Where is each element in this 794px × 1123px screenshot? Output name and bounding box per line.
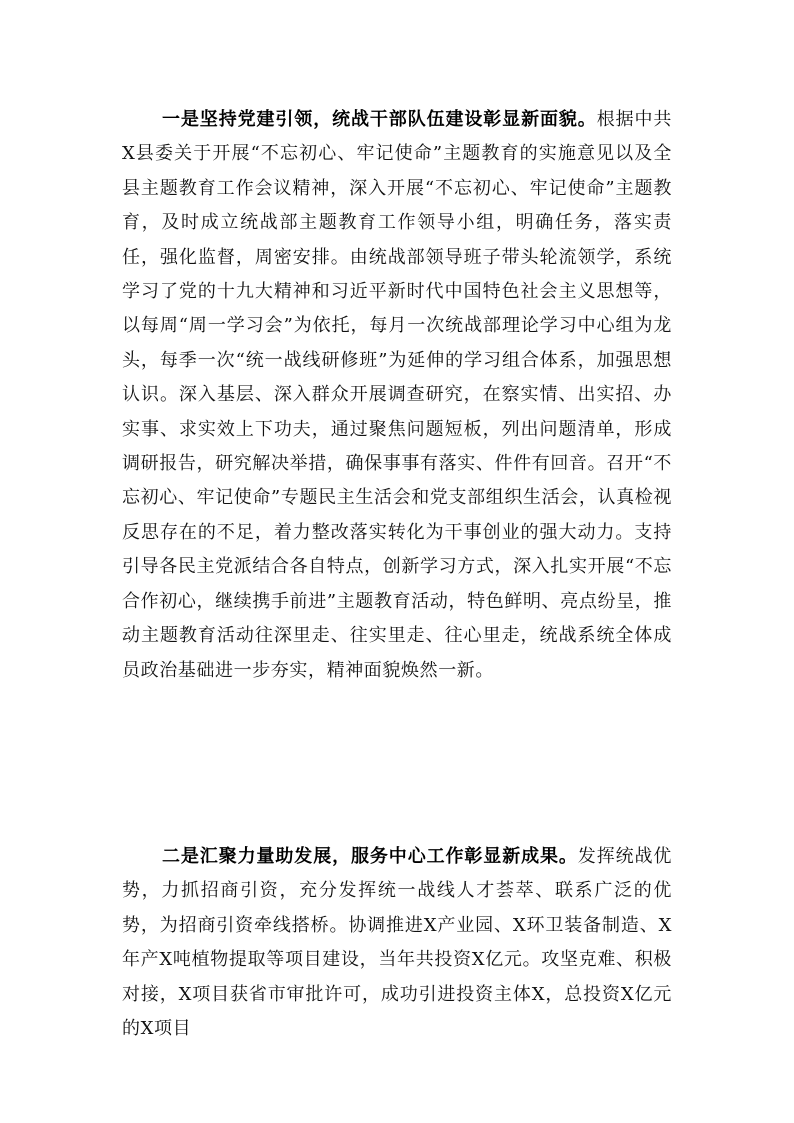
paragraph-lead: 一是坚持党建引领，统战干部队伍建设彰显新面貌。 — [162, 109, 597, 130]
paragraph-body: 根据中共X县委关于开展“不忘初心、牢记使命”主题教育的实施意见以及全县主题教育工作会议精神，深入开展“不忘初心、牢记使命”主题教育，及时成立统战部主题教育工作领导小组，明确任务，落实责任，强化监督，周密安排。由统战部领导班子带头轮流领学，系统学习了党的十九大精神和习近平新时代中国特色社会主义思想等，以每周“周一学习会”为依托，每月一次统战部理论学习中心组为龙头，每季一次“统一战线研修班”为延伸的学习组合体系，加强思想认识。深入基层、深入群众开展调查研究，在察实情、出实招、办实事、求实效上下功夫，通过聚焦问题短板，列出问题清单，形成调研报告，研究解决举措，确保事事有落实、件件有回音。召开“不忘初心、牢记使命”专题民主生活会和党支部组织生活会，认真检视反思存在的不足，着力整改落实转化为干事创业的强大动力。支持引导各民主党派结合各自特点，创新学习方式，深入扎实开展“不忘合作初心，继续携手前进”主题教育活动，特色鲜明、亮点纷呈，推动主题教育活动往深里走、往实里走、往心里走，统战系统全体成员政治基础进一步夯实，精神面貌焕然一新。 — [122, 109, 672, 681]
paragraph-body: 发挥统战优势，力抓招商引资，充分发挥统一战线人才荟萃、联系广泛的优势，为招商引资牵线搭桥。协调推进X产业园、X环卫装备制造、X年产X吨植物提取等项目建设，当年共投资X亿元。攻坚克难、积极对接，X项目获省市审批许可，成功引进投资主体X，总投资X亿元的X项目 — [122, 846, 672, 1040]
paragraph-development — [122, 840, 672, 1046]
paragraph-party-building — [122, 103, 672, 688]
paragraph-lead: 二是汇聚力量助发展，服务中心工作彰显新成果。 — [162, 846, 578, 867]
